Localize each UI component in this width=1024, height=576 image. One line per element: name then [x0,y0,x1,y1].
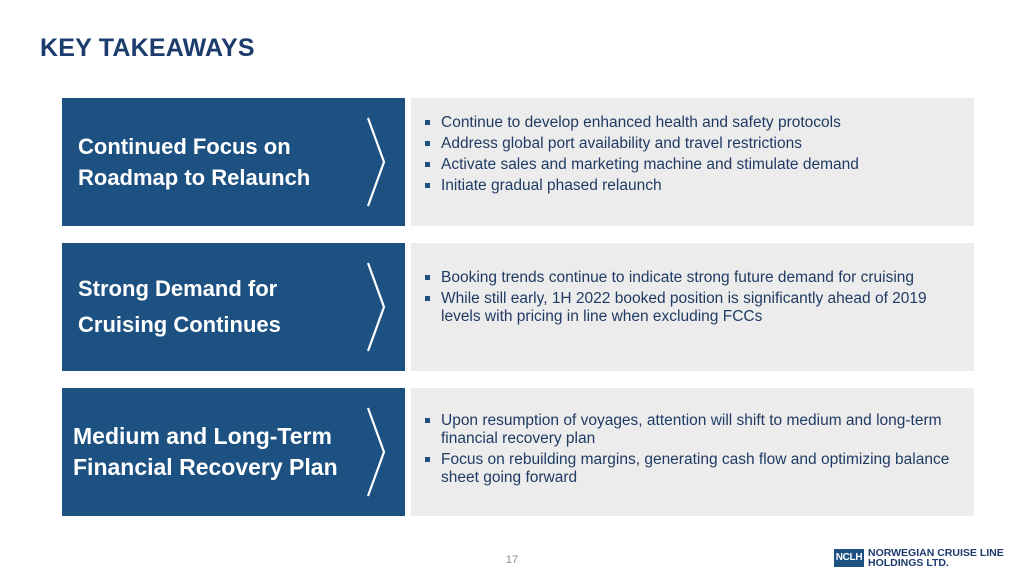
takeaway-heading: Continued Focus on Roadmap to Relaunch [78,134,311,190]
page-title: KEY TAKEAWAYS [40,34,255,62]
logo-line-2: HOLDINGS LTD. [868,556,949,569]
chevron-right-icon [365,406,387,498]
takeaway-heading-box [62,243,405,371]
takeaway-detail-box [411,388,974,516]
bullet-item: Activate sales and marketing machine and stimulate demand [423,156,963,174]
takeaway-row-demand [62,243,974,371]
takeaway-heading: Medium and Long-Term Financial Recovery Plan [73,423,338,480]
bullet-item: Booking trends continue to indicate strong future demand for cruising [423,269,963,287]
page-number: 17 [505,554,519,566]
takeaway-heading-box [62,98,405,226]
bullet-item: While still early, 1H 2022 booked position is significantly ahead of 2019 levels with pricing in line when excluding FCCs [423,290,963,326]
chevron-right-icon [365,261,387,353]
bullet-list [423,269,963,329]
takeaway-heading-box [62,388,405,516]
takeaway-row-relaunch [62,98,974,226]
bullet-item: Continue to develop enhanced health and safety protocols [423,114,963,132]
bullet-item: Upon resumption of voyages, attention will shift to medium and long-term financial recovery plan [423,412,963,448]
logo-line-1: NORWEGIAN CRUISE LINE [868,547,1004,559]
bullet-item: Initiate gradual phased relaunch [423,177,963,195]
chevron-right-icon [365,116,387,208]
bullet-item: Address global port availability and travel restrictions [423,135,963,153]
logo-text [868,549,1024,568]
bullet-list [423,412,963,490]
bullet-list [423,114,963,198]
takeaway-row-recovery [62,388,974,516]
takeaway-detail-box [411,98,974,226]
takeaway-heading: Strong Demand for Cruising Continues [78,276,281,337]
takeaway-detail-box [411,243,974,371]
logo-mark: NCLH [834,549,864,567]
bullet-item: Focus on rebuilding margins, generating cash flow and optimizing balance sheet going forward [423,451,963,487]
